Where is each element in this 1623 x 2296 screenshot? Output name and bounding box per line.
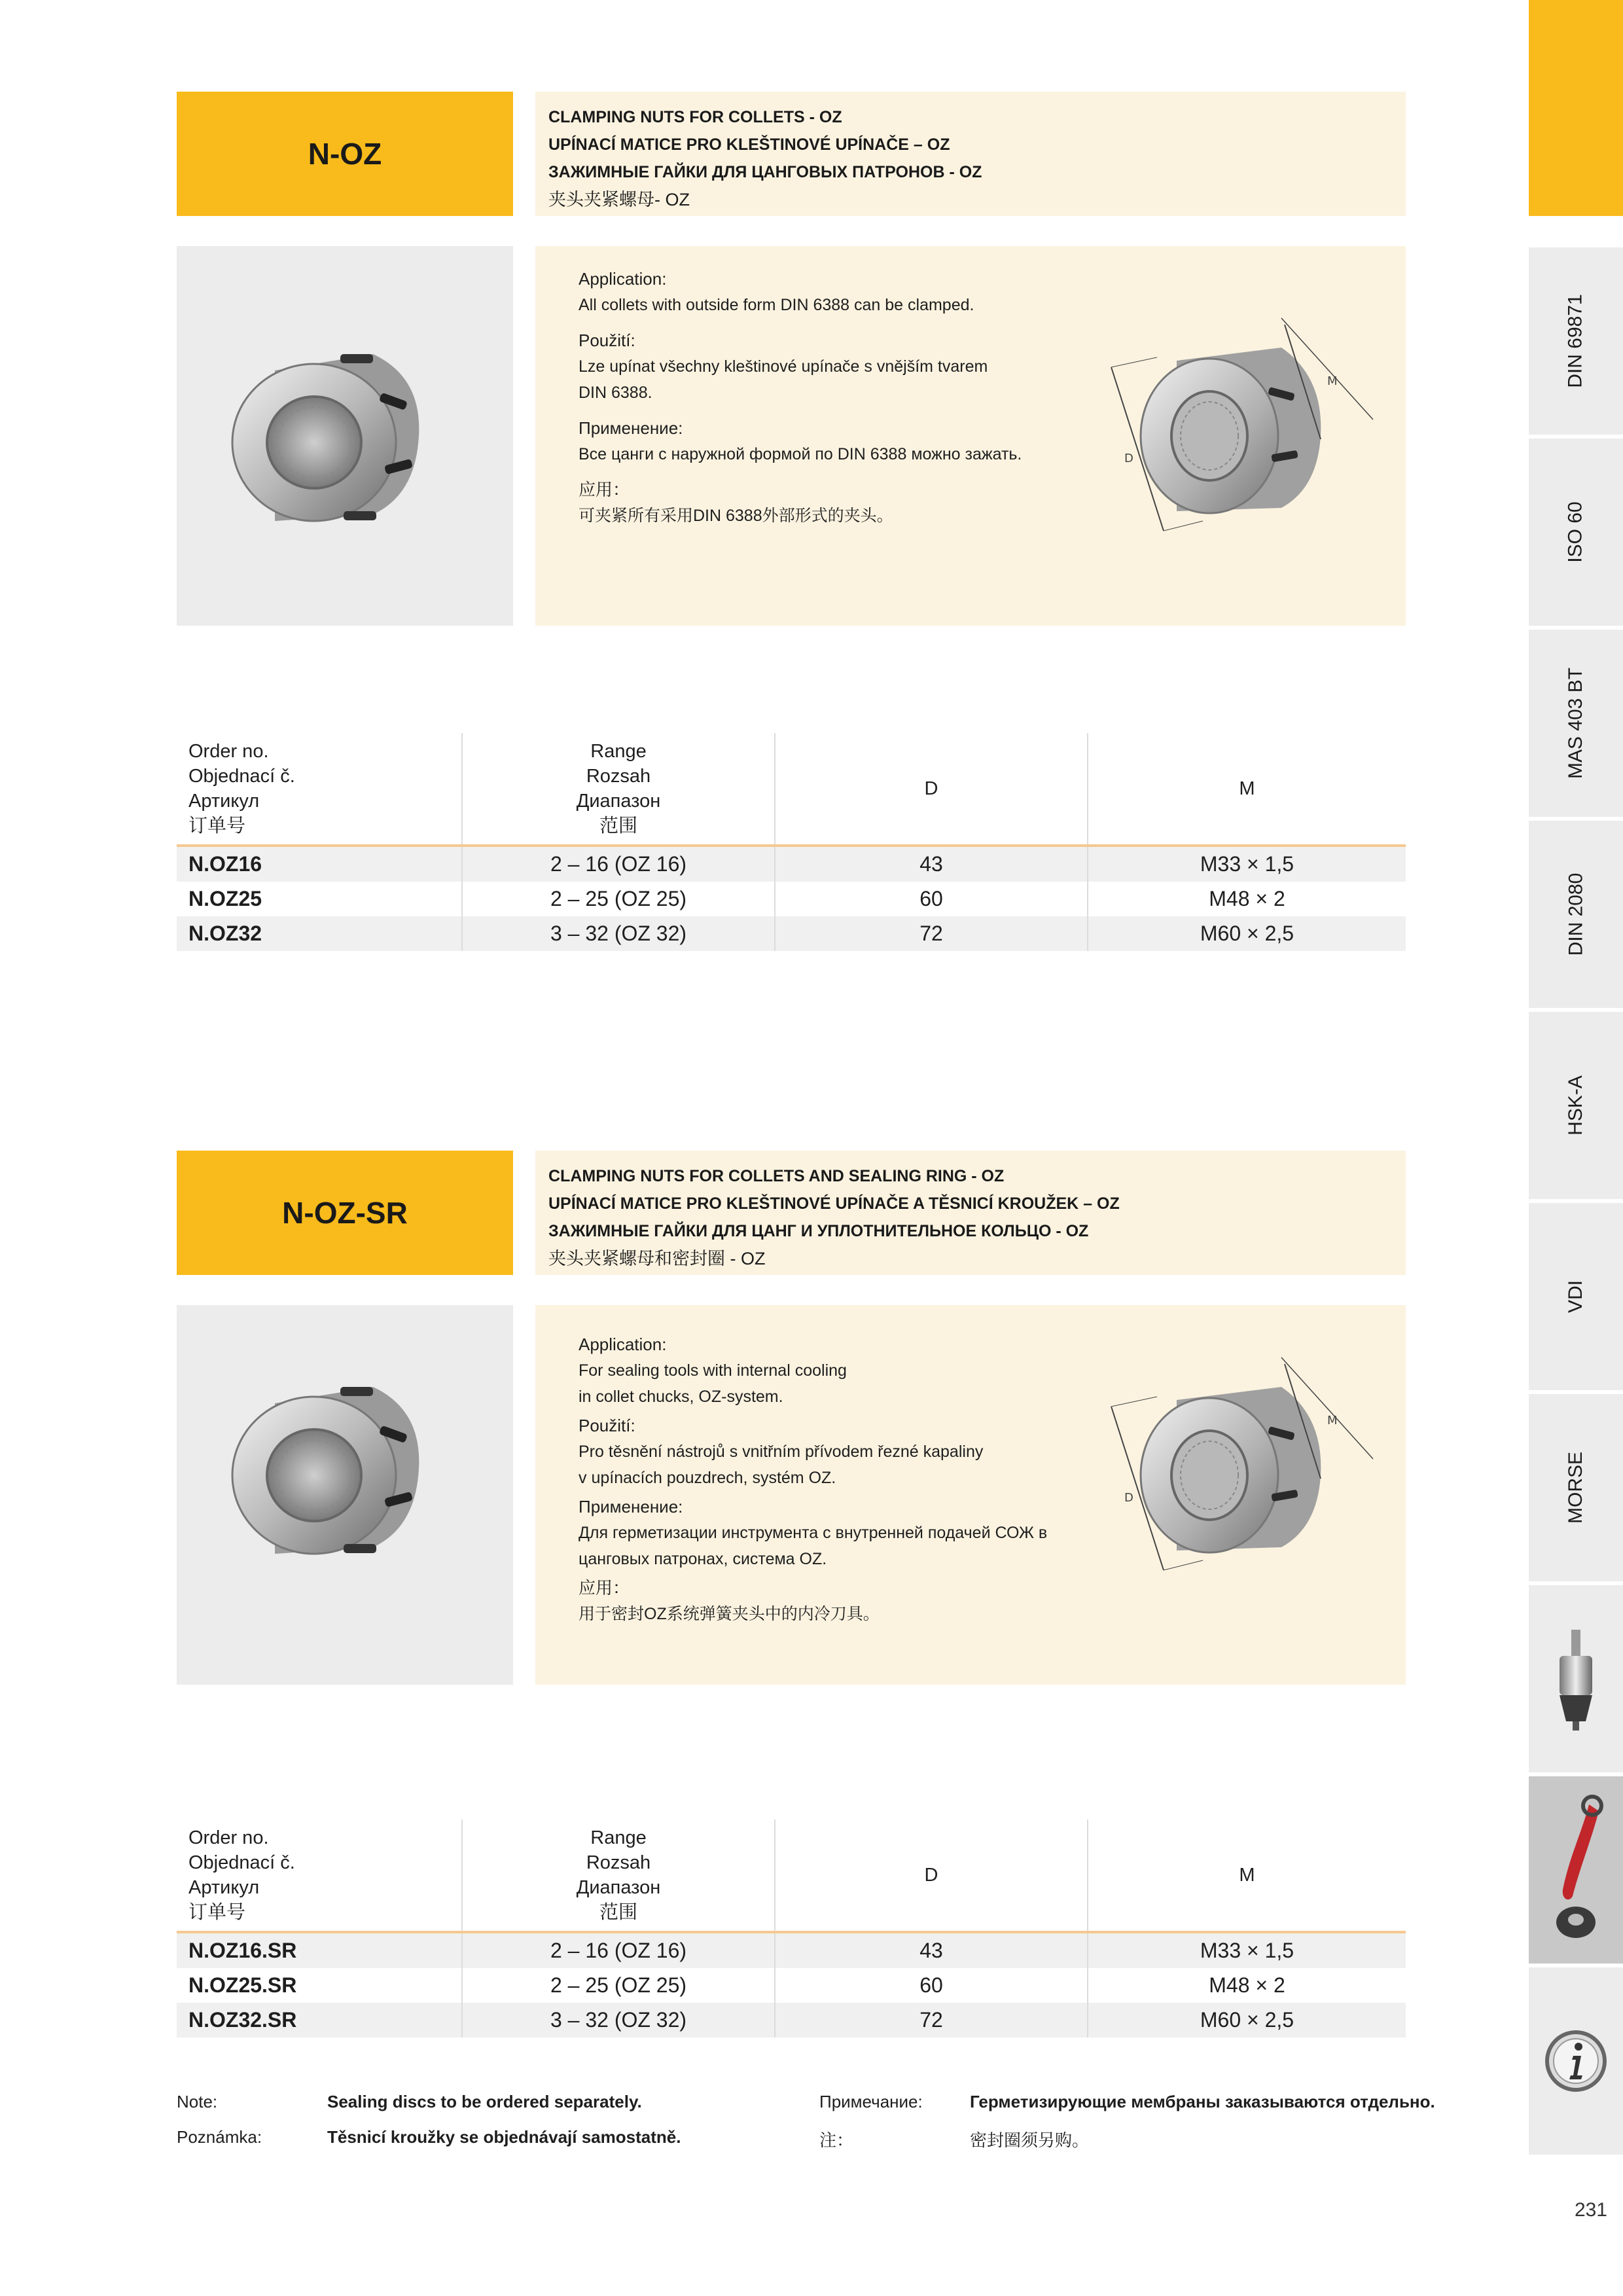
- d-value: 43: [775, 846, 1088, 882]
- range: 2 – 16 (OZ 16): [462, 846, 775, 882]
- poznamka-text: Těsnicí kroužky se objednávají samostatně.: [327, 2127, 681, 2147]
- spec-table: [177, 1820, 1406, 2037]
- table-row: [177, 2003, 1406, 2037]
- info-icon: [1543, 2028, 1609, 2094]
- order-no: N.OZ25.SR: [188, 1973, 297, 1997]
- application-text: in collet chucks, OZ-system.: [579, 1388, 783, 1406]
- wrench-nut-icon: [1543, 1791, 1609, 1948]
- header-d: D: [775, 1820, 1088, 1932]
- tab-morse[interactable]: [1529, 1394, 1623, 1581]
- range: 2 – 16 (OZ 16): [462, 1932, 775, 1968]
- order-no: N.OZ32.SR: [177, 2003, 462, 2037]
- application-label: Application:: [579, 269, 667, 289]
- zh-note-text: 密封圈须另购。: [970, 2130, 1090, 2150]
- poznamka-label: Poznámka:: [177, 2127, 262, 2147]
- heading-cz: UPÍNACÍ MATICE PRO KLEŠTINOVÉ UPÍNAČE A TĚSNICÍ KROUŽEK – OZ: [548, 1194, 1120, 1213]
- ru-note-label: Примечание:: [819, 2092, 923, 2111]
- m-value: M48 × 2: [1088, 1968, 1406, 2003]
- pouziti-label: Použití:: [579, 1416, 635, 1435]
- d-value: 60: [775, 1968, 1088, 2003]
- note-text: Sealing discs to be ordered separately.: [327, 2092, 642, 2111]
- heading-zh: 夹头夹紧螺母- OZ: [548, 190, 690, 209]
- d-value: 72: [775, 2003, 1088, 2037]
- pouziti-text: Pro těsnění nástrojů s vnitřním přívodem řezné kapaliny: [579, 1443, 984, 1461]
- yingyong-label: 应用：: [579, 480, 630, 499]
- heading-zh: 夹头夹紧螺母和密封圈 - OZ: [548, 1249, 766, 1268]
- ru-note-text: Герметизирующие мембраны заказываются отдельно.: [970, 2092, 1435, 2111]
- tab-label: VDI: [1564, 1280, 1586, 1314]
- d-value: 60: [775, 882, 1088, 916]
- table-row: [177, 882, 1406, 916]
- pouziti-label: Použití:: [579, 331, 635, 350]
- application-label: Application:: [579, 1335, 667, 1354]
- clamping-nut-photo: [177, 246, 513, 626]
- d-value: 43: [775, 1932, 1088, 1968]
- header-m: M: [1088, 733, 1406, 846]
- pouziti-text: DIN 6388.: [579, 384, 652, 402]
- dim-m-label: M: [1327, 1414, 1338, 1427]
- pouziti-text: v upínacích pouzdrech, systém OZ.: [579, 1469, 836, 1487]
- tab-label: HSK-A: [1565, 1075, 1586, 1136]
- order-no: N.OZ16: [177, 846, 462, 882]
- primenenie-text: цанговых патронах, система OZ.: [579, 1550, 827, 1568]
- dim-d-label: D: [1124, 1491, 1133, 1505]
- m-value: M33 × 1,5: [1088, 846, 1406, 882]
- product-photo: [177, 1305, 513, 1685]
- heading-ru: ЗАЖИМНЫЕ ГАЙКИ ДЛЯ ЦАНГОВЫХ ПАТРОНОВ - OZ: [548, 163, 982, 181]
- tab-hsk-a[interactable]: [1529, 1012, 1623, 1199]
- dim-d-label: D: [1124, 452, 1133, 465]
- tab-wrench-nut[interactable]: [1529, 1776, 1623, 1964]
- m-value: M33 × 1,5: [1088, 1932, 1406, 1968]
- tab-label: ISO 60: [1564, 501, 1586, 563]
- tab-din-2080[interactable]: [1529, 821, 1623, 1008]
- header-order: Order no. Objednací č. Артикул 订单号: [177, 1820, 462, 1932]
- order-no: N.OZ32: [177, 916, 462, 951]
- heading-cz: UPÍNACÍ MATICE PRO KLEŠTINOVÉ UPÍNAČE – OZ: [548, 135, 950, 154]
- primenenie-text: Все цанги с наружной формой по DIN 6388 можно зажать.: [579, 445, 1022, 463]
- dim-m-label: M: [1327, 374, 1338, 388]
- dimension-drawing: [1105, 312, 1393, 560]
- heading-ru: ЗАЖИМНЫЕ ГАЙКИ ДЛЯ ЦАНГ И УПЛОТНИТЕЛЬНОЕ КОЛЬЦО - OZ: [548, 1222, 1089, 1240]
- m-value: M60 × 2,5: [1088, 916, 1406, 951]
- order-no: N.OZ16.SR: [177, 1932, 462, 1968]
- header-m: M: [1088, 1820, 1406, 1932]
- drill-chuck-icon: [1546, 1623, 1605, 1734]
- section-title: N-OZ-SR: [177, 1151, 513, 1275]
- page-number: 231: [1574, 2199, 1607, 2221]
- tab-info[interactable]: [1529, 1967, 1623, 2155]
- table-row: [177, 916, 1406, 951]
- yingyong-text: 可夹紧所有采用DIN 6388外部形式的夹头。: [579, 507, 893, 525]
- application-text: All collets with outside form DIN 6388 can be clamped.: [579, 296, 974, 314]
- clamping-nut-sr-photo: [177, 1305, 513, 1685]
- section-heading: [535, 92, 1406, 216]
- section-heading: [535, 1151, 1406, 1275]
- heading-en: CLAMPING NUTS FOR COLLETS - OZ: [548, 108, 842, 126]
- sidebar-accent: [1529, 0, 1623, 216]
- m-value: M60 × 2,5: [1088, 2003, 1406, 2037]
- header-range: Range Rozsah Диапазон 范围: [462, 733, 775, 846]
- range: 2 – 25 (OZ 25): [462, 1968, 775, 2003]
- application-box: [535, 246, 1406, 626]
- order-no: N.OZ25: [188, 887, 262, 910]
- header-range: Range Rozsah Диапазон 范围: [462, 1820, 775, 1932]
- dimension-drawing: [1105, 1351, 1393, 1600]
- heading-en: CLAMPING NUTS FOR COLLETS AND SEALING RING - OZ: [548, 1167, 1005, 1185]
- application-text: For sealing tools with internal cooling: [579, 1361, 847, 1380]
- primenenie-text: Для герметизации инструмента с внутренней подачей СОЖ в: [579, 1524, 1048, 1542]
- tab-label: DIN 2080: [1565, 872, 1586, 956]
- yingyong-label: 应用：: [579, 1578, 630, 1598]
- primenenie-label: Применение:: [579, 1497, 683, 1516]
- m-value: M48 × 2: [1088, 882, 1406, 916]
- yingyong-text: 用于密封OZ系统弹簧夹头中的内冷刀具。: [579, 1605, 880, 1623]
- tab-vdi[interactable]: [1529, 1203, 1623, 1390]
- range: 3 – 32 (OZ 32): [462, 2003, 775, 2037]
- tab-label: MAS 403 BT: [1565, 667, 1587, 780]
- range: 3 – 32 (OZ 32): [462, 916, 775, 951]
- product-photo: [177, 246, 513, 626]
- tab-label: DIN 69871: [1565, 294, 1586, 388]
- tab-drill-chuck[interactable]: [1529, 1585, 1623, 1772]
- zh-note-label: 注：: [819, 2130, 854, 2150]
- application-box: [535, 1305, 1406, 1685]
- spec-table: [177, 733, 1406, 951]
- tab-mas-403-bt[interactable]: [1529, 630, 1623, 817]
- table-row: [177, 1968, 1406, 2003]
- header-order: Order no. Objednací č. Артикул 订单号: [177, 733, 462, 846]
- primenenie-label: Применение:: [579, 418, 683, 438]
- tab-iso-60[interactable]: [1529, 439, 1623, 626]
- d-value: 72: [775, 916, 1088, 951]
- tab-label: MORSE: [1564, 1451, 1586, 1524]
- tab-din-69871[interactable]: [1529, 247, 1623, 435]
- table-row: [177, 846, 1406, 882]
- pouziti-text: Lze upínat všechny kleštinové upínače s vnějším tvarem: [579, 357, 988, 376]
- table-row: [177, 1932, 1406, 1968]
- header-d: D: [775, 733, 1088, 846]
- range: 2 – 25 (OZ 25): [462, 882, 775, 916]
- section-title: N-OZ: [177, 92, 513, 216]
- note-label: Note:: [177, 2092, 218, 2111]
